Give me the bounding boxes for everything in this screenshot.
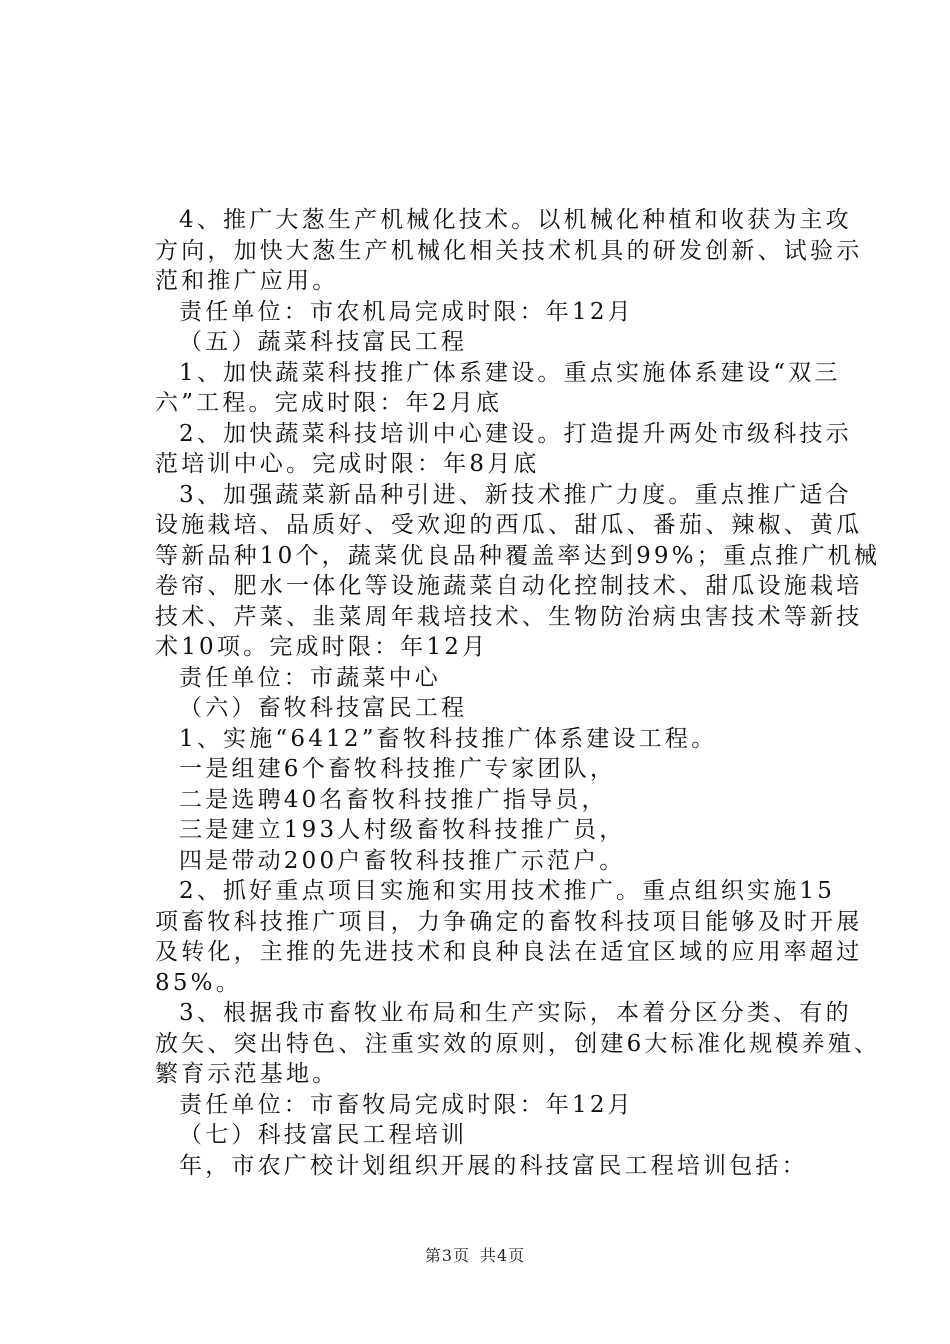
text-line: 六”工程。完成时限：年2月底 bbox=[155, 390, 503, 416]
page-number: 第3页 bbox=[424, 1246, 470, 1265]
text-line: （六）畜牧科技富民工程 bbox=[179, 695, 468, 721]
page-footer bbox=[0, 1243, 950, 1266]
text-line: 三是建立193人村级畜牧科技推广员， bbox=[179, 817, 626, 843]
text-line: 1、实施“6412”畜牧科技推广体系建设工程。 bbox=[179, 725, 718, 752]
text-line: 责任单位：市蔬菜中心 bbox=[179, 664, 441, 691]
text-line: 项畜牧科技推广项目，力争确定的畜牧科技项目能够及时开展 bbox=[155, 908, 863, 935]
document-body bbox=[155, 205, 881, 1181]
text-line: 2、加快蔬菜科技培训中心建设。打造提升两处市级科技示 bbox=[179, 420, 852, 447]
text-line: 责任单位：市畜牧局完成时限：年12月 bbox=[179, 1091, 634, 1118]
text-line: 术10项。完成时限：年12月 bbox=[155, 634, 489, 660]
text-line: 责任单位：市农机局完成时限：年12月 bbox=[179, 298, 634, 325]
text-line: 技术、芹菜、韭菜周年栽培技术、生物防治病虫害技术等新技 bbox=[155, 603, 863, 630]
text-line: 等新品种10个，蔬菜优良品种覆盖率达到99%；重点推广机械 bbox=[155, 542, 881, 569]
text-line: 85%。 bbox=[155, 969, 242, 996]
text-line: （五）蔬菜科技富民工程 bbox=[179, 329, 468, 355]
text-line: （七）科技富民工程培训 bbox=[179, 1122, 468, 1148]
text-line: 1、加快蔬菜科技推广体系建设。重点实施体系建设“双三 bbox=[179, 359, 841, 386]
text-line: 及转化，主推的先进技术和良种良法在适宜区域的应用率超过 bbox=[155, 939, 863, 965]
text-line: 3、根据我市畜牧业布局和生产实际，本着分区分类、有的 bbox=[179, 1000, 852, 1026]
text-line: 3、加强蔬菜新品种引进、新技术推广力度。重点推广适合 bbox=[179, 481, 852, 508]
text-line: 4、推广大葱生产机械化技术。以机械化种植和收获为主攻 bbox=[179, 207, 852, 233]
text-line: 范和推广应用。 bbox=[155, 268, 339, 294]
text-line: 范培训中心。完成时限：年8月底 bbox=[155, 451, 540, 477]
text-line: 繁育示范基地。 bbox=[155, 1061, 339, 1087]
text-line: 卷帘、肥水一体化等设施蔬菜自动化控制技术、甜瓜设施栽培 bbox=[155, 573, 863, 599]
text-line: 二是选聘40名畜牧科技推广指导员， bbox=[179, 786, 608, 813]
text-line: 放矢、突出特色、注重实效的原则，创建6大标准化规模养殖、 bbox=[155, 1030, 881, 1057]
text-line: 四是带动200户畜牧科技推广示范户。 bbox=[179, 847, 626, 874]
page-total: 共4页 bbox=[480, 1246, 526, 1265]
text-line: 年，市农广校计划组织开展的科技富民工程培训包括： bbox=[179, 1152, 808, 1179]
text-line: 设施栽培、品质好、受欢迎的西瓜、甜瓜、番茄、辣椒、黄瓜 bbox=[155, 512, 863, 538]
text-line: 2、抓好重点项目实施和实用技术推广。重点组织实施15 bbox=[179, 878, 836, 904]
text-line: 方向，加快大葱生产机械化相关技术机具的研发创新、试验示 bbox=[155, 237, 863, 264]
text-line: 一是组建6个畜牧科技推广专家团队， bbox=[179, 756, 617, 782]
